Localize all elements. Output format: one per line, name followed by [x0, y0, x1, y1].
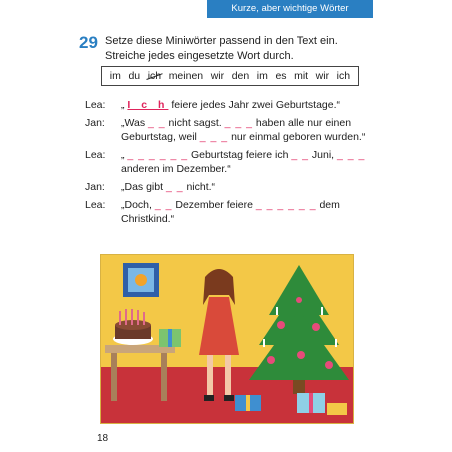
- dialog-text: [121, 148, 385, 176]
- word-box-item: meinen: [168, 70, 204, 82]
- word-box-item: es: [275, 70, 287, 82]
- dialog-text-segment: haben alle nur einen Geburtstag, weil: [121, 117, 352, 143]
- word-box-item: mit: [294, 70, 309, 82]
- dialog-speaker: Jan:: [85, 117, 105, 129]
- instruction-line-1: Setze diese Miniwörter passend in den Text ein.: [105, 35, 338, 47]
- dialog-text-segment: anderen im Dezember.“: [121, 163, 231, 175]
- word-box-item: wir: [210, 70, 225, 82]
- dialog-speaker: Lea:: [85, 149, 106, 161]
- word-box-item: ich: [336, 70, 351, 82]
- dialog-text: [121, 180, 385, 194]
- exercise-number: 29: [79, 33, 98, 52]
- fill-in-blank[interactable]: _ _ _ _ _ _: [255, 199, 317, 211]
- dialog-text-segment: dem Christkind.“: [121, 199, 340, 225]
- instruction-line-2: Streiche jedes eingesetzte Wort durch.: [105, 50, 294, 62]
- dialog-line: [85, 180, 385, 194]
- dialog-text-segment: Juni,: [308, 149, 337, 161]
- dialog-text: [121, 198, 385, 226]
- word-box-item: du: [128, 70, 141, 82]
- word-box-item: wir: [315, 70, 330, 82]
- chapter-tab: Kurze, aber wichtige Wörter: [207, 0, 373, 18]
- fill-in-blank[interactable]: _ _: [291, 149, 309, 161]
- word-box-item: ich: [147, 70, 162, 82]
- word-box: [101, 66, 359, 86]
- fill-in-blank[interactable]: _ _: [148, 117, 166, 129]
- dialog: [85, 98, 385, 230]
- dialog-speaker: Jan:: [85, 181, 105, 193]
- fill-in-blank[interactable]: _ _: [154, 199, 173, 211]
- word-box-item: im: [109, 70, 121, 82]
- fill-in-blank[interactable]: _ _ _ _ _ _: [127, 149, 189, 161]
- christmas-illustration: [100, 254, 354, 424]
- dialog-speaker: Lea:: [85, 199, 106, 211]
- exercise-instruction: [105, 34, 405, 64]
- dialog-line: [85, 116, 385, 144]
- dialog-text-segment: „: [121, 149, 128, 161]
- filled-answer: I c h: [127, 99, 169, 111]
- fill-in-blank[interactable]: _ _ _: [336, 149, 366, 161]
- dialog-line: [85, 198, 385, 226]
- fill-in-blank[interactable]: _ _ _: [224, 117, 253, 129]
- dialog-line: [85, 98, 385, 112]
- dialog-text-segment: nicht sagst.: [165, 117, 225, 129]
- dialog-text-segment: Geburtstag feiere ich: [188, 149, 292, 161]
- dialog-text-segment: „Was: [121, 117, 149, 129]
- dialog-text: [121, 98, 385, 112]
- dialog-text-segment: Dezember feiere: [172, 199, 256, 211]
- dialog-text-segment: „Das gibt: [121, 181, 166, 193]
- fill-in-blank[interactable]: _ _ _: [199, 131, 229, 143]
- page-number: 18: [97, 433, 109, 444]
- dialog-text-segment: „: [121, 99, 128, 111]
- dialog-text-segment: feiere jedes Jahr zwei Geburtstage.“: [168, 99, 341, 111]
- dialog-text-segment: nicht.“: [183, 181, 216, 193]
- fill-in-blank[interactable]: _ _: [165, 181, 184, 193]
- dialog-speaker: Lea:: [85, 99, 106, 111]
- word-box-item: im: [256, 70, 268, 82]
- dialog-text-segment: nur einmal geboren wurden.“: [228, 131, 366, 143]
- word-box-item: den: [231, 70, 250, 82]
- dialog-line: [85, 148, 385, 176]
- dialog-text-segment: „Doch,: [121, 199, 155, 211]
- dialog-text: [121, 116, 385, 144]
